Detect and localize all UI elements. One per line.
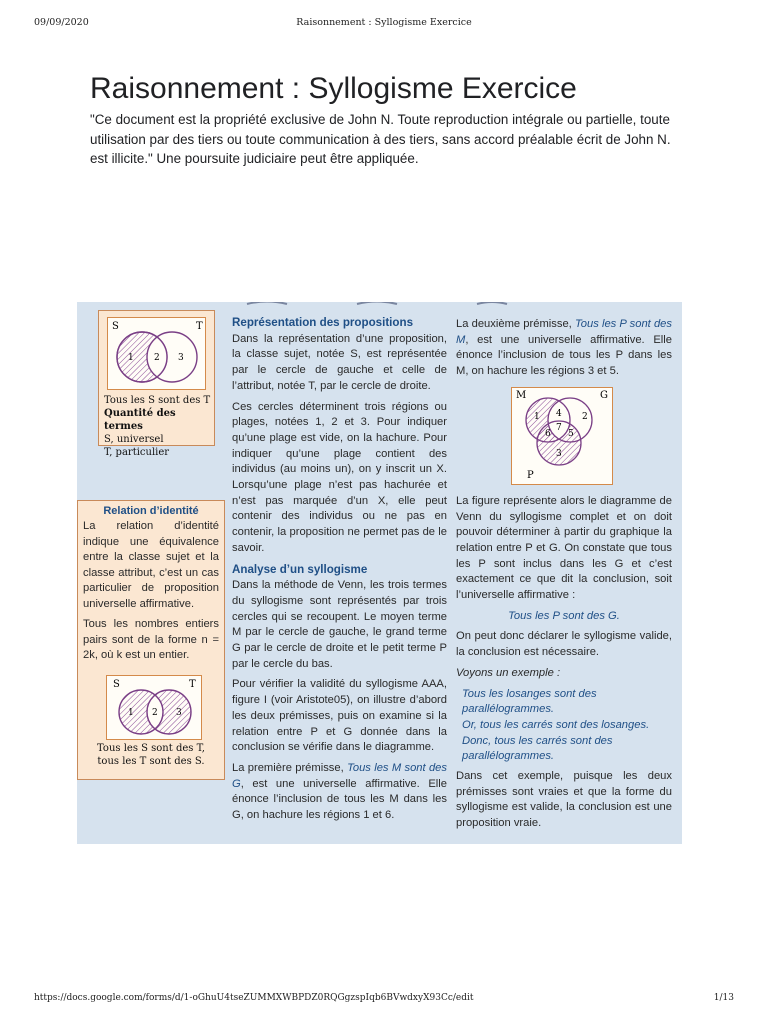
print-title: Raisonnement : Syllogisme Exercice (296, 17, 472, 28)
region-1: 1 (534, 411, 540, 422)
paragraph: Pour vérifier la validité du syllogisme AAA, figure I (voir Aristote05), on illustre d’abord les deux prémisses, puis on examine si la relation entre P et G donnée dans la conclusion se vérifie dans le diagramme. (232, 678, 447, 754)
caption-line: T, particulier (104, 447, 170, 458)
caption-line: Tous les S sont des T (104, 395, 211, 406)
page-number: 1/13 (713, 993, 734, 1003)
label-m: M (516, 389, 527, 401)
paragraph: Dans la représentation d’une proposition, la classe sujet, notée S, est représentée par le cercle de gauche et celle de l’attribut, notée T, par le cercle de droite. (232, 332, 447, 392)
print-url: https://docs.google.com/forms/d/1-oGhuU4tseZUMMXWBPDZ0RQGgzspIqb6BVwdxyX93Cc/edit (34, 993, 474, 1003)
paragraph: La deuxième prémisse, Tous les P sont des M, est une universelle affirmative. Elle énonce l’inclusion de tous les P dans les M, on hachure les régions 3 et 5. (456, 318, 672, 378)
print-header (34, 17, 734, 31)
identity-relation-box (77, 500, 225, 780)
scanned-page-image (77, 302, 682, 844)
caption-line: Quantité des termes (104, 408, 176, 432)
paragraph: Dans cet exemple, puisque les deux prémisses sont vraies et que la forme du syllogisme est valide, la conclusion est une proposition vraie. (456, 770, 672, 830)
region-1: 1 (128, 353, 134, 363)
identity-text: La relation d’identité indique une équivalence entre la classe sujet et la classe attribut, c’est un cas particulier de proposition universelle affirmative. (83, 520, 219, 610)
example-heading: Voyons un exemple : (456, 666, 561, 679)
example-line: Donc, tous les carrés sont des parallélogrammes. (462, 734, 613, 763)
region-2: 2 (154, 353, 160, 363)
print-date: 09/09/2020 (34, 17, 89, 28)
region-3: 3 (176, 708, 182, 718)
region-2: 2 (152, 708, 158, 718)
form-description: "Ce document est la propriété exclusive de John N. Toute reproduction intégrale ou partielle, toute utilisation par des tiers ou toute communication à des tiers, sans accord préalable écrit de John N. est illicite." Une poursuite judiciaire peut être appliquée. (90, 112, 671, 166)
region-5: 5 (568, 428, 574, 439)
caption-line: Tous les S sont des T, (97, 743, 205, 754)
identity-example: Tous les nombres entiers pairs sont de la forme n = 2k, où k est un entier. (83, 618, 219, 661)
caption-line: tous les T sont des S. (97, 756, 205, 767)
venn-diagram-st (107, 317, 206, 390)
heading-representation: Représentation des propositions (232, 316, 414, 329)
region-1: 1 (128, 708, 134, 718)
form-title: Raisonnement : Syllogisme Exercice (90, 72, 577, 105)
region-3: 3 (556, 448, 562, 459)
region-2: 2 (582, 411, 588, 422)
figure1-caption (104, 394, 212, 459)
caption-line: S, universel (104, 434, 164, 445)
label-s: S (112, 321, 119, 332)
paragraph: Dans la méthode de Venn, les trois termes du syllogisme sont représentés par trois cercles qui se recoupent. Le moyen terme M par le cercle de gauche, le grand terme G par le cercle de droite et le petit terme P par le cercle du bas. (232, 579, 447, 670)
paragraph: La première prémisse, Tous les M sont des G, est une universelle affirmative. Elle énonce l’inclusion de tous les M dans les G, on hachure les régions 1 et 6. (232, 761, 447, 822)
example-list (456, 687, 672, 766)
label-p: P (527, 469, 534, 481)
conclusion: Tous les P sont des G. (508, 609, 620, 622)
right-column (456, 317, 672, 837)
figure-universal-affirmative (98, 310, 215, 458)
region-3: 3 (178, 353, 184, 363)
label-g: G (600, 389, 608, 401)
label-s: S (113, 679, 120, 690)
example-line: Tous les losanges sont des parallélogrammes. (462, 687, 597, 716)
paragraph: La figure représente alors le diagramme de Venn du syllogisme complet et on doit pouvoir déterminer à partir du graphique la relation entre P et G. On constate que tous les P sont inclus dans les G et c’est exactement ce que dit la conclusion, soit l’universelle affirmative : (456, 494, 672, 602)
identity-title: Relation d’identité (103, 505, 199, 517)
paragraph: On peut donc déclarer le syllogisme valide, la conclusion est nécessaire. (456, 630, 672, 659)
region-6: 6 (545, 428, 551, 439)
region-7: 7 (556, 422, 562, 433)
middle-column (232, 315, 447, 829)
heading-analysis: Analyse d’un syllogisme (232, 562, 368, 576)
figure2-caption (86, 742, 216, 768)
label-t: T (189, 679, 196, 690)
venn-diagram-identity (106, 675, 202, 740)
venn-diagram-mgp (456, 385, 672, 488)
example-line: Or, tous les carrés sont des losanges. (462, 718, 650, 731)
region-4: 4 (556, 408, 562, 419)
label-t: T (196, 321, 203, 332)
paragraph: Ces cercles déterminent trois régions ou plages, notées 1, 2 et 3. Pour indiquer qu’une plage est vide, on la hachure. Pour indiquer qu’une plage contient des individus (au moins un), on y inscrit un X. Lorsqu’une plage n’est pas hachurée et n’est pas marquée d’un X, elle peut contenir des individus ou ne pas en contenir, la proposition ne permet pas de le savoir. (232, 400, 447, 554)
cropped-text-fragment (227, 302, 517, 305)
